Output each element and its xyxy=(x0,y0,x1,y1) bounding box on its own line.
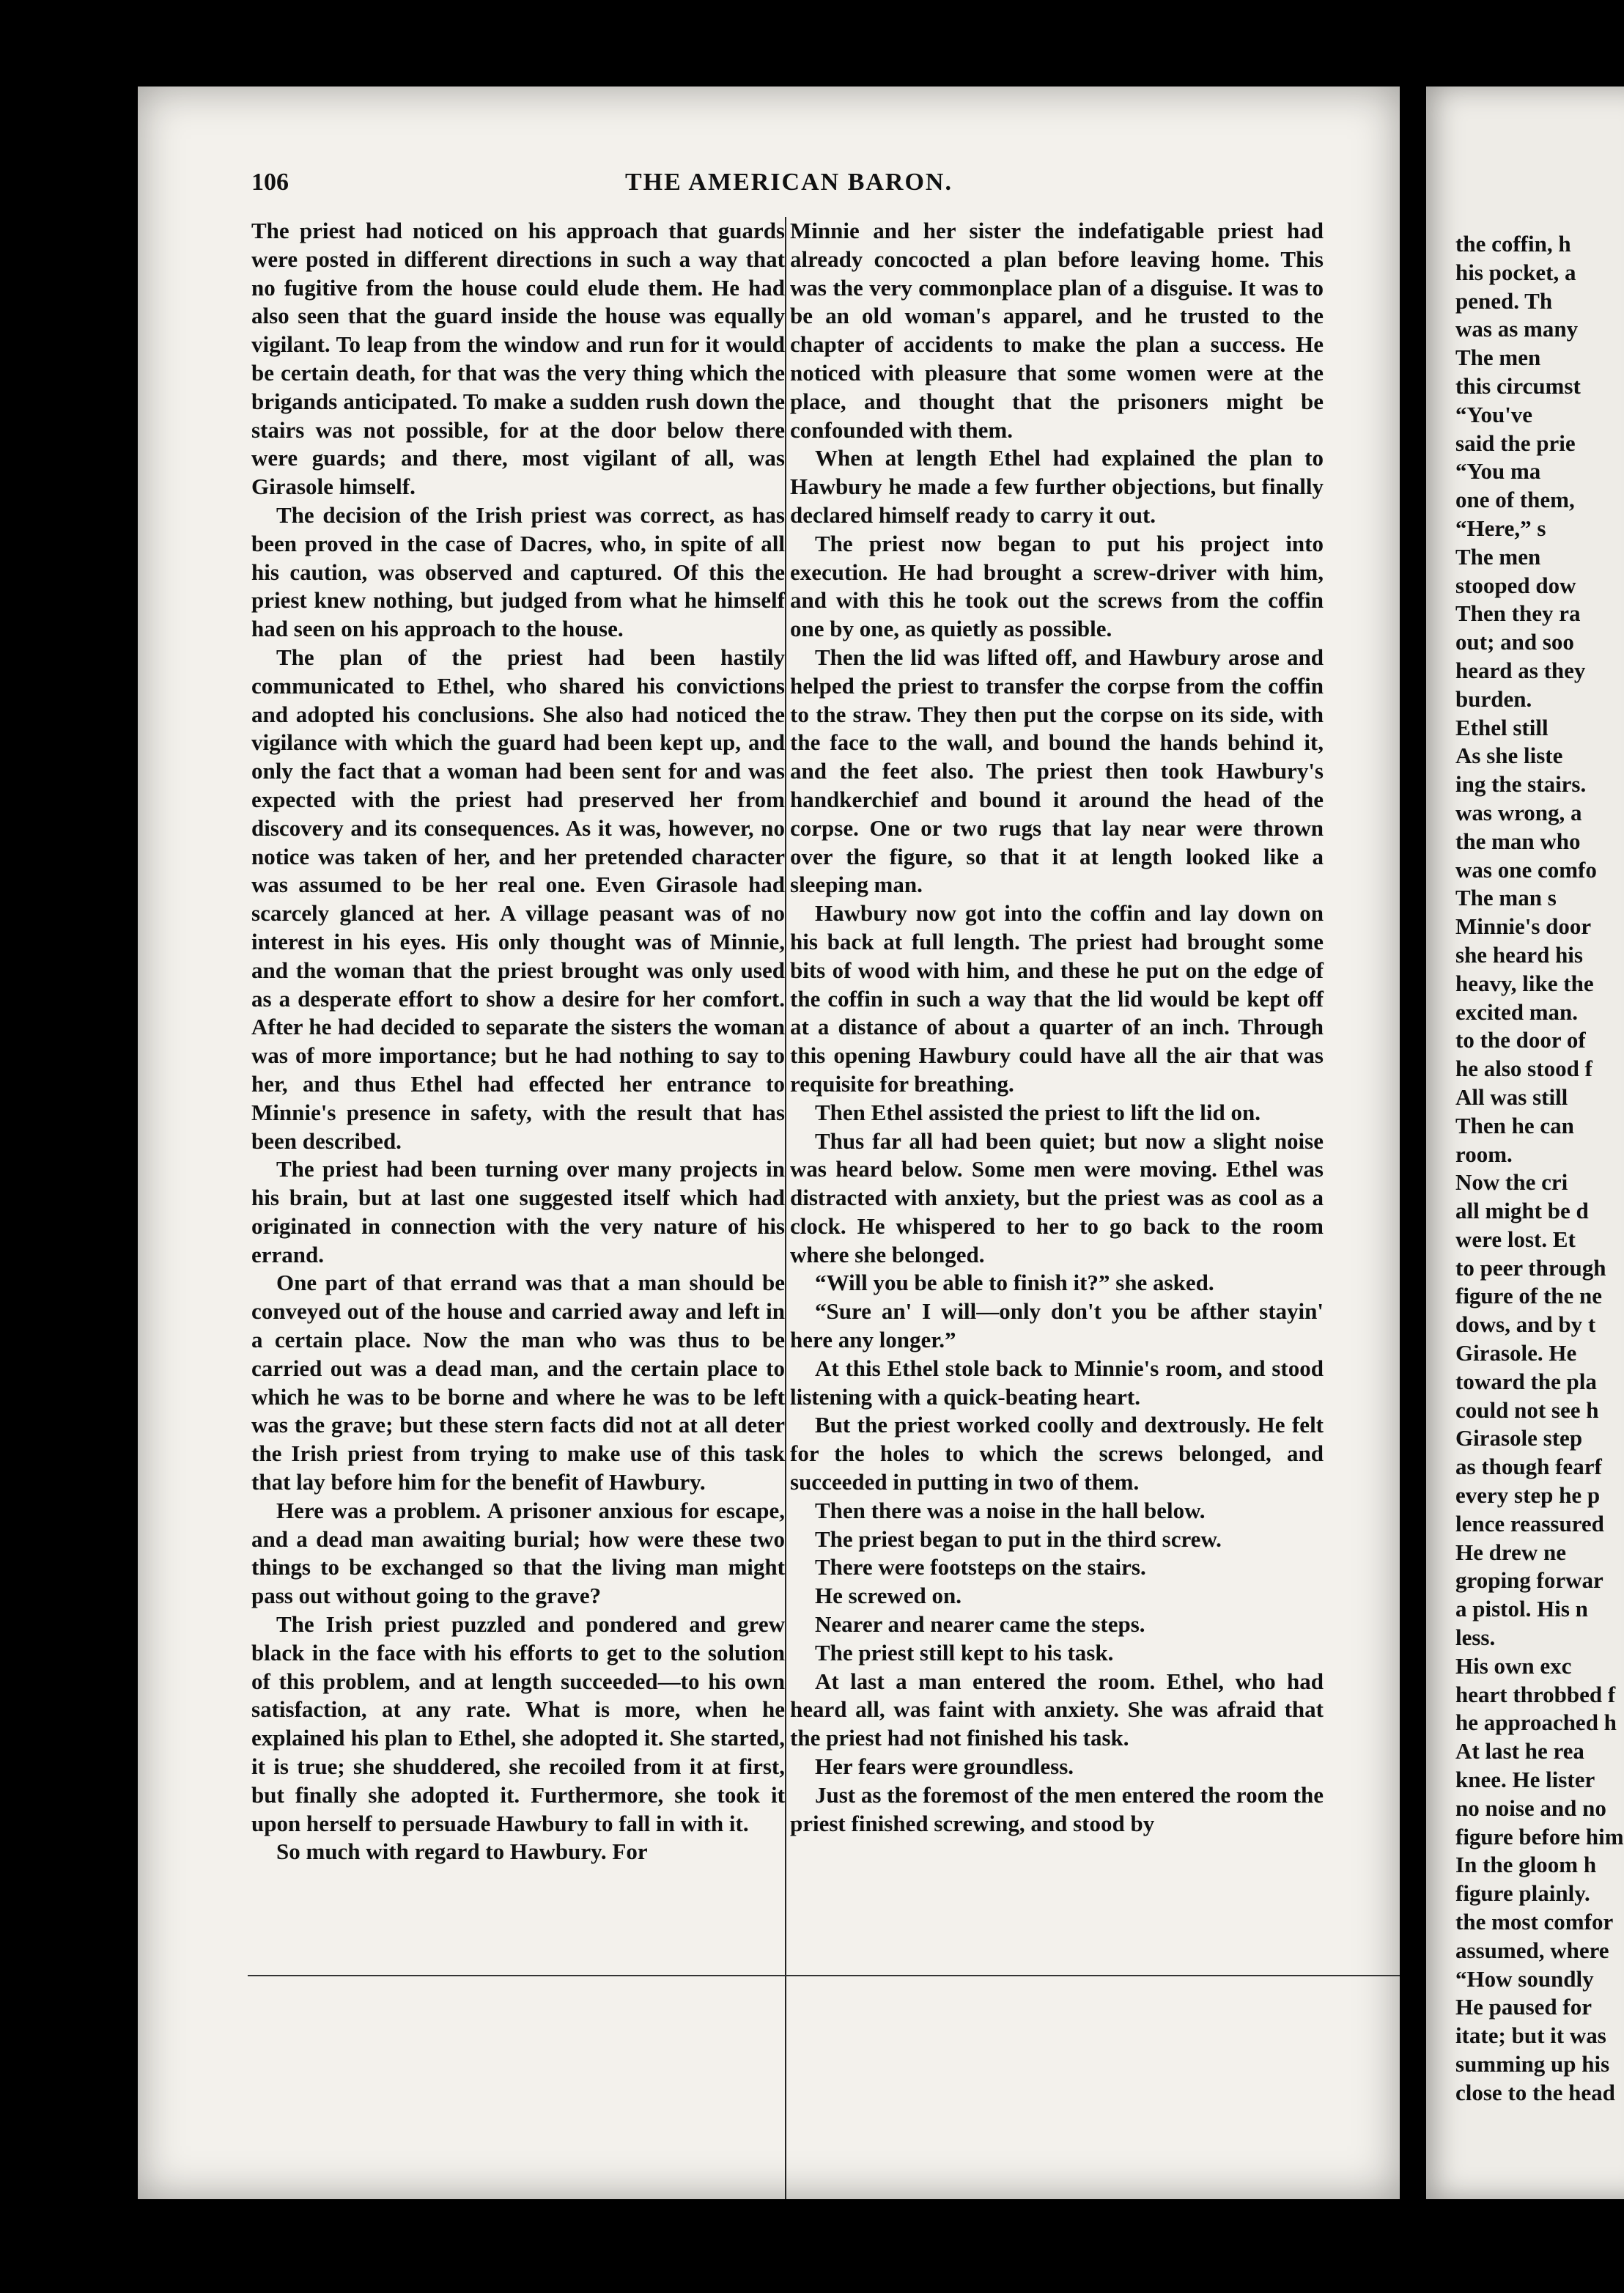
paragraph: The priest had noticed on his approach that guards were posted in different directions in such a way that no fugitive from the house could elude them. He had also seen that the guard inside the house was equally vigilant. To leap from the window and run for it would be certain death, for that was the very thing which the brigands anticipated. To make a sudden rush down the stairs was not possible, for at the door below there were guards; and there, most vigilant of all, was Girasole himself. xyxy=(251,218,785,500)
text-line: said the prie xyxy=(1455,430,1576,456)
paragraph: Thus far all had been quiet; but now a slight noise was heard below. Some men were moving. Ethel was distracted with anxiety, but the priest was as cool as a clock. He whispered to her to go back to the room where she belonged. xyxy=(790,1127,1324,1267)
column-divider xyxy=(785,217,786,2199)
text-line: “How soundly xyxy=(1455,1965,1594,1992)
paragraph: Then Ethel assisted the priest to lift the lid on. xyxy=(815,1099,1261,1125)
text-line: figure before him xyxy=(1455,1823,1624,1850)
text-line: no noise and no xyxy=(1455,1795,1606,1821)
paragraph: The priest still kept to his task. xyxy=(815,1639,1114,1666)
paragraph: He screwed on. xyxy=(815,1583,962,1609)
paragraph: “Sure an' I will—only don't you be afther stayin' here any longer.” xyxy=(790,1298,1324,1353)
paragraph: Here was a problem. A prisoner anxious for escape, and a dead man awaiting burial; how were these two things to be exchanged so that the living man might pass out without going to the grave? xyxy=(251,1497,785,1609)
paragraph: Then there was a noise in the hall below. xyxy=(815,1497,1206,1523)
text-line: close to the head xyxy=(1455,2079,1615,2105)
text-line: stooped dow xyxy=(1455,572,1576,598)
text-line: “You've xyxy=(1455,401,1533,427)
paragraph: The plan of the priest had been hastily communicated to Ethel, who shared his convictions and adopted his conclusions. She also had noticed the vigilance with which the guard had been kept up, and only the fact that a woman had been sent for and was expected with the priest had preserved her from discovery and its consequences. As it was, however, no notice was taken of her, and her pretended character was assumed to be her real one. Even Girasole had scarcely glanced at her. A village peasant was of no interest in his eyes. His only thought was of Minnie, and the woman that the priest brought was only used as a desperate effort to show a desire for her comfort. After he had decided to separate the sisters the woman was of more importance; but he had nothing to say to her, and thus Ethel had effected her entrance to Minnie's presence in safety, with the result that has been described. xyxy=(251,644,785,1154)
text-line: he also stood f xyxy=(1455,1056,1592,1082)
text-line: He drew ne xyxy=(1455,1539,1566,1565)
text-line: toward the pla xyxy=(1455,1368,1597,1394)
horizontal-rule xyxy=(248,1975,1400,1976)
paragraph: One part of that errand was that a man should be conveyed out of the house and carried away and left in a certain place. Now the man who was thus to be carried out was a dead man, and the certain place to which he was to be borne and where he was to be left was the grave; but these stern facts did not at all deter the Irish priest from trying to make use of this task that lay before him for the benefit of Hawbury. xyxy=(251,1270,785,1495)
text-line: The man s xyxy=(1455,885,1557,911)
text-line: every step he p xyxy=(1455,1482,1601,1509)
text-line: Then they ra xyxy=(1455,600,1581,627)
paragraph: “Will you be able to finish it?” she asked. xyxy=(815,1270,1214,1296)
text-line: heavy, like the xyxy=(1455,970,1594,996)
text-line: as though fearf xyxy=(1455,1454,1602,1480)
paragraph: Hawbury now got into the coffin and lay down on his back at full length. The priest had brought some bits of wood with him, and these he put on the edge of the coffin in such a way that the lid would be kept off at a distance of about a quarter of an inch. Through this opening Hawbury could have all the air that was requisite for breathing. xyxy=(790,900,1324,1097)
text-line: “Here,” s xyxy=(1455,515,1546,541)
text-line: was as many xyxy=(1455,316,1579,342)
text-line: lence reassured xyxy=(1455,1510,1604,1536)
text-line: heard as they xyxy=(1455,657,1586,683)
paragraph: The priest began to put in the third screw. xyxy=(815,1525,1222,1552)
text-line: this circumst xyxy=(1455,372,1581,399)
text-line: he approached h xyxy=(1455,1709,1617,1736)
text-line: Girasole step xyxy=(1455,1425,1583,1451)
text-line: could not see h xyxy=(1455,1396,1599,1423)
text-line: His own exc xyxy=(1455,1652,1572,1679)
paragraph: At last a man entered the room. Ethel, who had heard all, was faint with anxiety. She was afraid that the priest had not finished his task. xyxy=(790,1668,1324,1751)
text-line: Then he can xyxy=(1455,1112,1574,1138)
text-line: figure plainly. xyxy=(1455,1880,1590,1907)
left-text-column xyxy=(251,217,785,1866)
text-line: figure of the ne xyxy=(1455,1283,1603,1309)
text-line: In the gloom h xyxy=(1455,1852,1597,1878)
paragraph: The decision of the Irish priest was correct, as has been proved in the case of Dacres, who, in spite of all his caution, was observed and captured. Of this the priest knew nothing, but judged from what he himself had seen on his approach to the house. xyxy=(251,501,785,642)
paragraph: Her fears were groundless. xyxy=(815,1753,1074,1780)
text-line: room. xyxy=(1455,1141,1513,1167)
text-line: less. xyxy=(1455,1624,1496,1651)
middle-text-column xyxy=(790,217,1324,1838)
text-line: excited man. xyxy=(1455,998,1579,1025)
text-line: summing up his xyxy=(1455,2051,1610,2077)
text-line: was one comfo xyxy=(1455,856,1597,883)
text-line: out; and soo xyxy=(1455,629,1574,655)
page-number: 106 xyxy=(251,169,289,196)
page-header xyxy=(251,169,1326,205)
paragraph: Nearer and nearer came the steps. xyxy=(815,1611,1145,1638)
text-line: she heard his xyxy=(1455,941,1583,968)
text-line: one of them, xyxy=(1455,487,1575,513)
text-line: burden. xyxy=(1455,685,1532,712)
text-line: ing the stairs. xyxy=(1455,771,1587,798)
text-line: the most comfor xyxy=(1455,1909,1614,1935)
paragraph: Then the lid was lifted off, and Hawbury arose and helped the priest to transfer the corpse from the coffin to the straw. They then put the corpse on its side, with the face to the wall, and bound the hands behind it, and the feet also. The priest then took Hawbury's handkerchief and bound it around the head of the corpse. One or two rugs that lay near were thrown over the figure, so that it at length looked like a sleeping man. xyxy=(790,644,1324,898)
text-line: was wrong, a xyxy=(1455,799,1582,825)
text-line: All was still xyxy=(1455,1083,1568,1110)
left-page xyxy=(138,87,1400,2199)
text-line: dows, and by t xyxy=(1455,1311,1596,1338)
paragraph: At this Ethel stole back to Minnie's room, and stood listening with a quick-beating heart. xyxy=(790,1355,1324,1410)
text-line: Now the cri xyxy=(1455,1169,1568,1196)
running-title: THE AMERICAN BARON. xyxy=(625,169,953,196)
text-line: itate; but it was xyxy=(1455,2023,1606,2049)
text-line: pened. Th xyxy=(1455,287,1553,314)
text-line: groping forwar xyxy=(1455,1567,1603,1594)
paragraph: The priest had been turning over many projects in his brain, but at last one suggested itself which had originated in connection with the very nature of his errand. xyxy=(251,1156,785,1267)
text-line: Ethel still xyxy=(1455,714,1549,740)
text-line: assumed, where xyxy=(1455,1937,1609,1963)
text-line: the man who xyxy=(1455,828,1581,854)
paragraph: When at length Ethel had explained the plan to Hawbury he made a few further objections, but finally declared himself ready to carry it out. xyxy=(790,445,1324,528)
text-line: the coffin, h xyxy=(1455,231,1571,257)
paragraph: The priest now began to put his project into execution. He had brought a screw-driver with him, and with this he took out the screws from the coffin one by one, as quietly as possible. xyxy=(790,530,1324,642)
text-line: He paused for xyxy=(1455,1994,1592,2020)
text-line: his pocket, a xyxy=(1455,259,1576,285)
text-line: all might be d xyxy=(1455,1198,1589,1224)
text-line: heart throbbed f xyxy=(1455,1681,1616,1707)
paragraph: Minnie and her sister the indefatigable priest had already concocted a plan before leaving home. This was the very commonplace plan of a disguise. It was to be an old woman's apparel, and he trusted to the chapter of accidents to make the plan a success. He noticed with pleasure that some women were at the place, and thought that the prisoners might be confounded with them. xyxy=(790,218,1324,443)
right-text-column xyxy=(1455,230,1624,2108)
text-line: a pistol. His n xyxy=(1455,1596,1588,1622)
text-line: to the door of xyxy=(1455,1027,1586,1053)
right-page-fragment xyxy=(1426,87,1624,2199)
text-line: Minnie's door xyxy=(1455,913,1592,940)
text-line: At last he rea xyxy=(1455,1738,1584,1764)
paragraph: Just as the foremost of the men entered the room the priest finished screwing, and stood by xyxy=(790,1781,1324,1836)
text-line: “You ma xyxy=(1455,458,1541,485)
paragraph: There were footsteps on the stairs. xyxy=(815,1554,1146,1580)
text-line: The men xyxy=(1455,345,1541,371)
paragraph: But the priest worked coolly and dextrously. He felt for the holes to which the screws belonged, and succeeded in putting in two of them. xyxy=(790,1412,1324,1495)
text-line: As she liste xyxy=(1455,743,1563,769)
text-line: were lost. Et xyxy=(1455,1226,1576,1252)
text-line: Girasole. He xyxy=(1455,1340,1577,1366)
paragraph: So much with regard to Hawbury. For xyxy=(276,1839,648,1865)
text-line: knee. He lister xyxy=(1455,1767,1595,1793)
text-line: The men xyxy=(1455,543,1541,570)
text-line: to peer through xyxy=(1455,1254,1606,1281)
paragraph: The Irish priest puzzled and pondered and grew black in the face with his efforts to get to the solution of this problem, and at length succeeded—to his own satisfaction, at any rate. What is more, when he explained his plan to Ethel, she adopted it. She started, it is true; she shuddered, she recoiled from it at first, but finally she adopted it. Furthermore, she took it upon herself to persuade Hawbury to fall in with it. xyxy=(251,1611,785,1836)
